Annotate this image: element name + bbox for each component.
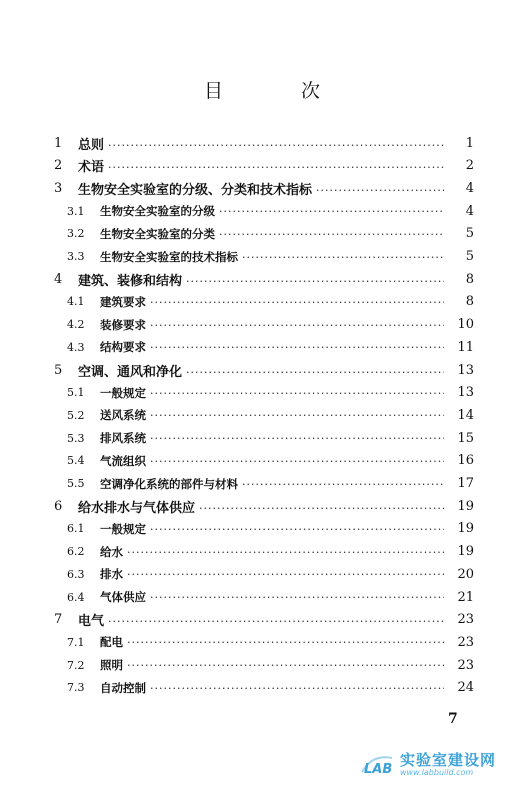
toc-leader-line: [78, 156, 448, 175]
toc-leader-line: [78, 497, 448, 516]
toc-leader-line: [78, 134, 448, 153]
toc-page-number: 11: [457, 339, 474, 355]
toc-title: 装修要求: [100, 317, 146, 332]
toc-dot-leader: [219, 205, 444, 218]
toc-leader-line: [78, 361, 448, 380]
toc-leader-line: [100, 566, 448, 582]
toc-dot-leader: [316, 184, 444, 197]
toc-section[interactable]: [0, 314, 524, 336]
toc-leader-line: [100, 339, 448, 355]
toc-chapter[interactable]: [0, 359, 524, 381]
toc-number: 7.3: [67, 681, 85, 695]
toc-dot-leader: [150, 682, 444, 695]
toc-section[interactable]: [0, 246, 524, 268]
toc-number: 3: [54, 180, 63, 196]
toc-number: 1: [54, 135, 63, 151]
toc-page-number: 17: [457, 476, 474, 491]
toc-number: 4.2: [67, 318, 85, 332]
toc-page-number: 13: [457, 385, 474, 401]
toc-leader-line: [100, 226, 448, 242]
toc-number: 5.3: [67, 431, 85, 445]
toc-section[interactable]: [0, 336, 524, 358]
toc-section[interactable]: [0, 677, 524, 699]
toc-leader-line: [100, 657, 448, 673]
toc-number: 4.1: [67, 295, 85, 309]
toc-title: 生物安全实验室的分级: [100, 204, 215, 219]
toc-page-number: 19: [457, 544, 474, 560]
toc-page-number: 23: [457, 612, 474, 628]
toc-leader-line: [100, 203, 448, 219]
toc-dot-leader: [127, 659, 444, 672]
toc-section[interactable]: [0, 473, 524, 495]
page-number: 7: [448, 711, 458, 727]
toc-leader-line: [100, 407, 448, 423]
toc-number: 4.3: [67, 340, 85, 354]
toc-title: 结构要求: [100, 340, 146, 355]
toc-dot-leader: [219, 228, 444, 241]
toc-dot-leader: [150, 432, 444, 445]
toc-dot-leader: [186, 275, 444, 288]
table-of-contents: [0, 132, 524, 702]
toc-title: 排水: [100, 567, 123, 582]
toc-title: 自动控制: [100, 680, 146, 695]
toc-page-number: 23: [457, 657, 474, 673]
toc-leader-line: [100, 294, 448, 310]
toc-page-number: 1: [465, 135, 474, 151]
toc-page-number: 14: [457, 407, 474, 423]
toc-page-number: 8: [465, 271, 474, 287]
toc-chapter[interactable]: [0, 177, 524, 199]
toc-page-number: 15: [457, 430, 474, 446]
toc-title: 空调净化系统的部件与材料: [100, 476, 238, 491]
toc-leader-line: [100, 453, 448, 469]
toc-number: 6.3: [67, 567, 85, 581]
toc-number: 4: [54, 271, 63, 287]
toc-number: 3.2: [67, 227, 85, 241]
toc-title: 配电: [100, 635, 123, 650]
toc-number: 3.3: [67, 250, 85, 263]
lab-logo-icon: [358, 752, 398, 778]
toc-title: 术语: [78, 160, 105, 176]
toc-section[interactable]: [0, 427, 524, 449]
toc-page-number: 16: [457, 453, 474, 469]
toc-page-number: 21: [457, 589, 474, 605]
toc-title: 送风系统: [100, 408, 146, 423]
toc-page-number: 24: [457, 680, 474, 696]
toc-title: 一般规定: [100, 385, 146, 400]
toc-dot-leader: [127, 568, 444, 581]
toc-page-number: 8: [465, 294, 474, 310]
toc-title: 给水排水与气体供应: [78, 500, 196, 516]
toc-section[interactable]: [0, 563, 524, 585]
toc-chapter[interactable]: [0, 495, 524, 517]
toc-number: 5: [54, 362, 63, 378]
toc-title: 电气: [78, 614, 105, 630]
watermark: [358, 752, 496, 778]
toc-dot-leader: [108, 615, 444, 628]
lab-logo-text: LAB: [364, 762, 393, 777]
toc-number: 2: [54, 158, 63, 174]
toc-number: 5.4: [67, 454, 85, 468]
toc-page-number: 4: [465, 180, 474, 196]
toc-leader-line: [100, 680, 448, 696]
toc-title: 排风系统: [100, 431, 146, 446]
toc-dot-leader: [150, 319, 444, 332]
toc-number: 5.2: [67, 408, 85, 422]
toc-leader-line: [78, 270, 448, 289]
toc-dot-leader: [242, 251, 444, 264]
toc-number: 6.4: [67, 590, 85, 604]
toc-section[interactable]: [0, 404, 524, 426]
toc-title: 生物安全实验室的分级、分类和技术指标: [78, 182, 313, 198]
toc-page-number: 2: [465, 158, 474, 174]
toc-leader-line: [100, 521, 448, 537]
toc-dot-leader: [150, 455, 444, 468]
toc-dot-leader: [199, 502, 444, 515]
toc-dot-leader: [150, 409, 444, 422]
toc-leader-line: [100, 385, 448, 401]
toc-section[interactable]: [0, 586, 524, 608]
toc-page-number: 4: [465, 203, 474, 219]
toc-section[interactable]: [0, 200, 524, 222]
toc-title: 空调、通风和净化: [78, 364, 183, 380]
toc-title: 生物安全实验室的技术指标: [100, 249, 238, 264]
toc-chapter[interactable]: [0, 268, 524, 290]
toc-page-number: 23: [457, 634, 474, 650]
toc-dot-leader: [150, 523, 444, 536]
toc-title: 气体供应: [100, 590, 146, 604]
toc-section[interactable]: [0, 223, 524, 245]
toc-dot-leader: [186, 366, 444, 379]
toc-title: 建筑要求: [100, 294, 146, 309]
toc-chapter[interactable]: [0, 609, 524, 631]
toc-leader-line: [100, 476, 448, 492]
toc-number: 6.2: [67, 545, 85, 559]
toc-number: 5.5: [67, 477, 85, 490]
toc-section[interactable]: [0, 518, 524, 540]
toc-section[interactable]: [0, 382, 524, 404]
toc-title: 照明: [100, 658, 123, 673]
toc-leader-line: [100, 544, 448, 560]
toc-chapter[interactable]: [0, 155, 524, 177]
toc-page-number: 19: [457, 498, 474, 514]
toc-section[interactable]: [0, 654, 524, 676]
toc-leader-line: [100, 317, 448, 333]
toc-section[interactable]: [0, 450, 524, 472]
toc-title: 建筑、装修和结构: [78, 273, 183, 289]
toc-dot-leader: [150, 341, 444, 354]
page-title: 目 次: [203, 80, 357, 102]
toc-dot-leader: [127, 636, 444, 649]
toc-leader-line: [78, 179, 448, 198]
toc-title: 气流组织: [100, 453, 146, 468]
toc-dot-leader: [150, 296, 444, 309]
toc-title: 生物安全实验室的分类: [100, 226, 215, 241]
toc-number: 3.1: [67, 204, 85, 218]
toc-leader-line: [100, 249, 448, 265]
toc-dot-leader: [127, 546, 444, 559]
toc-dot-leader: [108, 139, 444, 152]
toc-chapter[interactable]: [0, 132, 524, 154]
toc-dot-leader: [150, 591, 444, 604]
toc-number: 6: [54, 498, 63, 514]
toc-title: 给水: [100, 544, 123, 559]
toc-section[interactable]: [0, 291, 524, 313]
toc-dot-leader: [150, 387, 444, 400]
watermark-url: www.labbuild.com: [400, 768, 474, 777]
toc-leader-line: [100, 430, 448, 446]
toc-leader-line: [100, 634, 448, 650]
toc-leader-line: [78, 610, 448, 629]
toc-section[interactable]: [0, 541, 524, 563]
toc-dot-leader: [108, 161, 444, 174]
toc-leader-line: [100, 589, 448, 605]
toc-page-number: 5: [465, 249, 474, 264]
toc-page-number: 19: [457, 521, 474, 537]
toc-page-number: 13: [457, 362, 474, 378]
toc-number: 7.2: [67, 658, 85, 672]
toc-number: 7: [54, 612, 63, 628]
toc-dot-leader: [242, 478, 444, 491]
toc-number: 6.1: [67, 522, 85, 536]
watermark-name: 实验室建设网: [400, 751, 497, 769]
toc-page-number: 10: [457, 317, 474, 333]
toc-number: 5.1: [67, 386, 85, 400]
toc-title: 总则: [78, 137, 105, 153]
toc-page-number: 20: [457, 566, 474, 582]
toc-title: 一般规定: [100, 521, 146, 536]
toc-page-number: 5: [465, 226, 474, 242]
toc-number: 7.1: [67, 635, 85, 649]
toc-section[interactable]: [0, 631, 524, 653]
